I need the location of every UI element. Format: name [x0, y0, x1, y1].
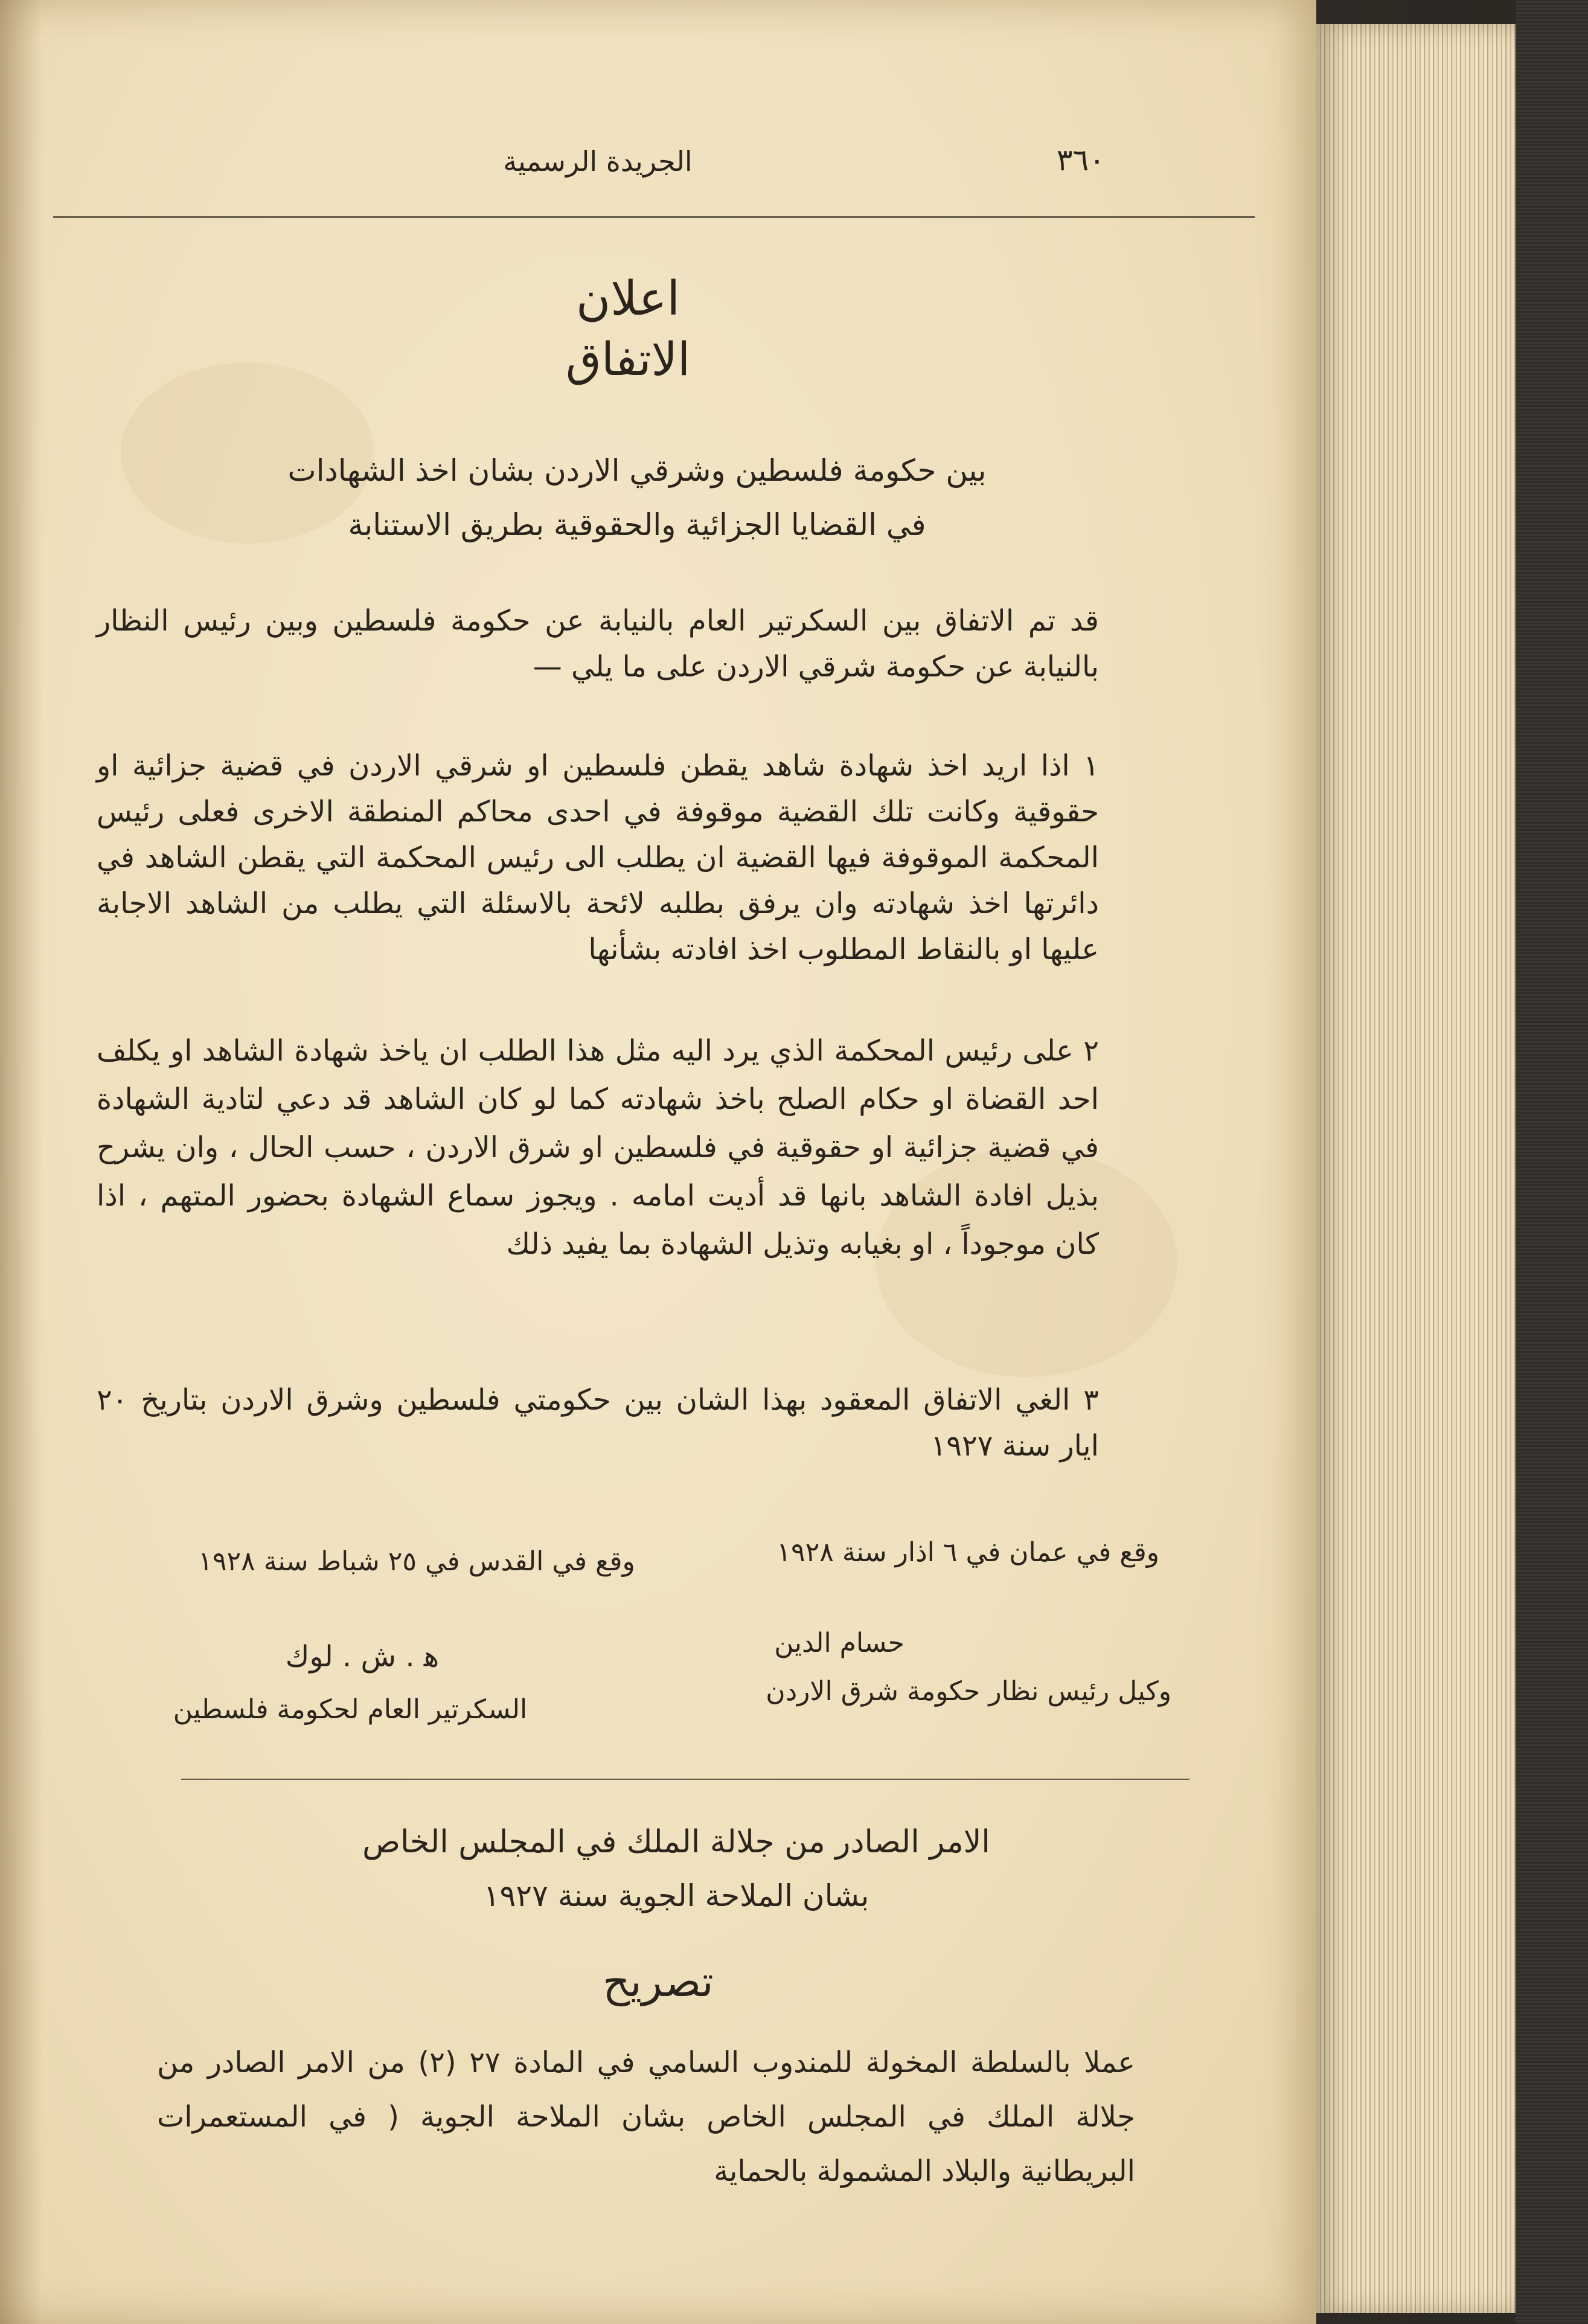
section-divider — [181, 1779, 1189, 1780]
signature-jerusalem-name: ﻫ . ش . لوك — [285, 1640, 440, 1674]
order-heading: تصريح — [603, 1957, 714, 2006]
order-body-paragraph: عملا بالسلطة المخولة للمندوب السامي في المادة ٢٧ (٢) من الامر الصادر من جلالة الملك في المجلس الخاص بشان الملاحة الجوية ( في المستعمرات البريطانية والبلاد المشمولة بالحماية — [157, 2046, 1135, 2188]
order-title-line2: بشان الملاحة الجوية سنة ١٩٢٧ — [483, 1878, 869, 1913]
header-divider — [53, 216, 1255, 218]
agreement-clause-2: ٢ على رئيس المحكمة الذي يرد اليه مثل هذا الطلب ان ياخذ شهادة الشاهد او يكلف احد القضاة او حكام الصلح باخذ شهادته كما لو كان الشاهد قد دعي لتادية الشهادة في قضية جزائية او حقوقية في فلسطين او شرق الاردن ، حسب الحال ، وان يشرح بذيل افادة الشاهد بانها قد أديت امامه . ويجوز سماع الشهادة بحضور المتهم ، اذا كان موجوداً ، او بغيابه وتذيل الشهادة بما يفيد ذلك — [97, 1034, 1099, 1261]
agreement-intro-paragraph: قد تم الاتفاق بين السكرتير العام بالنيابة عن حكومة فلسطين وبين رئيس النظار بالنيابة عن حكومة شرقي الاردن على ما يلي — — [97, 604, 1099, 684]
agreement-subtitle-line2: في القضايا الجزائية والحقوقية بطريق الاستنابة — [348, 507, 926, 542]
book-cover-edge — [1516, 0, 1588, 2324]
signature-amman-date: وقع في عمان في ٦ اذار سنة ١٩٢٨ — [776, 1537, 1159, 1568]
signature-jerusalem-title: السكرتير العام لحكومة فلسطين — [173, 1694, 528, 1725]
agreement-clause-3: ٣ الغي الاتفاق المعقود بهذا الشان بين حكومتي فلسطين وشرق الاردن بتاريخ ٢٠ ايار سنة ١٩٢٧ — [97, 1383, 1099, 1463]
announcement-heading: اعلان — [575, 272, 680, 326]
signature-jerusalem-date: وقع في القدس في ٢٥ شباط سنة ١٩٢٨ — [198, 1546, 635, 1577]
page-number: ٣٦٠ — [1056, 143, 1106, 178]
page-header-title: الجريدة الرسمية — [503, 145, 693, 178]
agreement-subtitle-line1: بين حكومة فلسطين وشرقي الاردن بشان اخذ الشهادات — [287, 453, 987, 488]
agreement-clause-1: ١ اذا اريد اخذ شهادة شاهد يقطن فلسطين او شرقي الاردن في قضية جزائية او حقوقية وكانت تلك القضية موقوفة في احدى محاكم المنطقة الاخرى فعلى رئيس المحكمة الموقوفة فيها القضية ان يطلب الى رئيس المحكمة التي يقطن الشاهد في دائرتها اخذ شهادته وان يرفق بطلبه لائحة بالاسئلة التي يطلب من الشاهد الاجابة عليها او بالنقاط المطلوب اخذ افادته بشأنها — [97, 749, 1099, 966]
signature-amman-name: حسام الدين — [774, 1628, 904, 1658]
page-stack-edges — [1316, 24, 1516, 2313]
announcement-subheading: الاتفاق — [565, 332, 691, 386]
page-gutter-shadow — [0, 0, 42, 2324]
order-title-line1: الامر الصادر من جلالة الملك في المجلس الخاص — [362, 1824, 990, 1860]
signature-amman-title: وكيل رئيس نظار حكومة شرق الاردن — [766, 1676, 1171, 1707]
